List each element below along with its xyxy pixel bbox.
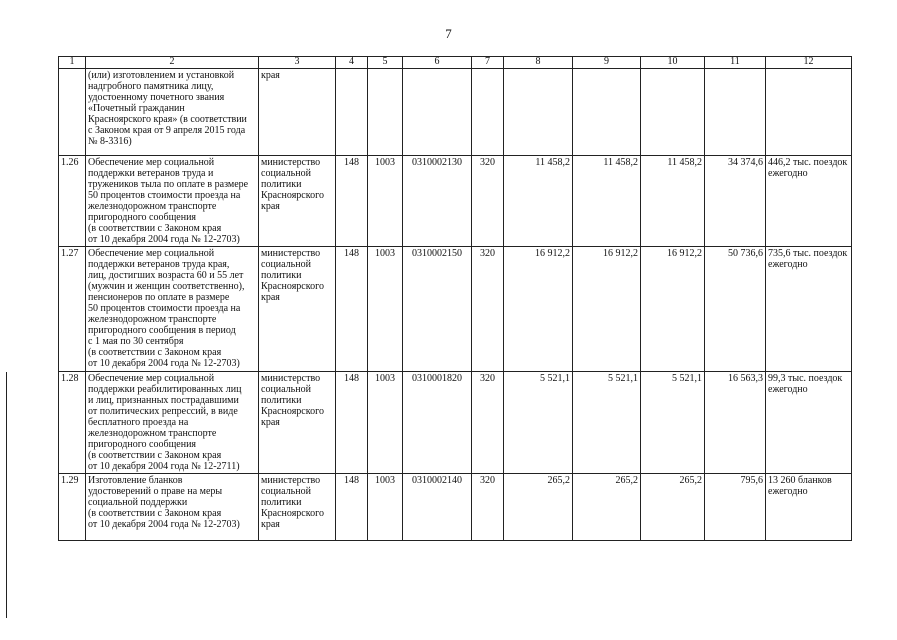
column-header: 2 <box>86 57 259 69</box>
row-number <box>59 69 86 156</box>
cell-col8: 16 912,2 <box>504 247 573 372</box>
executor: министерство социальной политики Красноярского края <box>259 372 336 474</box>
cell-col4: 148 <box>336 474 368 541</box>
cell-col11: 34 374,6 <box>705 156 766 247</box>
cell-col6: 0310002140 <box>403 474 472 541</box>
cell-col10 <box>641 69 705 156</box>
cell-col10: 5 521,1 <box>641 372 705 474</box>
cell-col5: 1003 <box>368 372 403 474</box>
row-number: 1.28 <box>59 372 86 474</box>
column-header: 11 <box>705 57 766 69</box>
cell-col11: 16 563,3 <box>705 372 766 474</box>
cell-col5: 1003 <box>368 474 403 541</box>
column-number-header-row <box>59 57 852 69</box>
cell-col6: 0310002130 <box>403 156 472 247</box>
cell-col8: 11 458,2 <box>504 156 573 247</box>
row-number: 1.27 <box>59 247 86 372</box>
margin-mark-line <box>6 372 7 472</box>
cell-col6: 0310001820 <box>403 372 472 474</box>
cell-col12: 446,2 тыс. поездок ежегодно <box>766 156 852 247</box>
cell-col11: 795,6 <box>705 474 766 541</box>
column-header: 5 <box>368 57 403 69</box>
cell-col10: 11 458,2 <box>641 156 705 247</box>
row-number: 1.29 <box>59 474 86 541</box>
measure-name: Обеспечение мер социальной поддержки ветеранов труда края, лиц, достигших возраста 60 и 55 лет (мужчин и женщин соответственно), пенсионеров по оплате в размере 50 процентов стоимости проезда на железнодорожном транспорте пригородного сообщения в период с 1 мая по 30 сентября (в соответствии с Законом края от 10 декабря 2004 года № 12-2703) <box>86 247 259 372</box>
table-row <box>59 69 852 156</box>
measure-name: Изготовление бланков удостоверений о праве на меры социальной поддержки (в соответствии с Законом края от 10 декабря 2004 года № 12-2703) <box>86 474 259 541</box>
cell-col5: 1003 <box>368 247 403 372</box>
cell-col8: 265,2 <box>504 474 573 541</box>
row-number: 1.26 <box>59 156 86 247</box>
cell-col9: 5 521,1 <box>573 372 641 474</box>
measure-name: Обеспечение мер социальной поддержки ветеранов труда и тружеников тыла по оплате в размере 50 процентов стоимости проезда на железнодорожном транспорте пригородного сообщения (в соответствии с Законом края от 10 декабря 2004 года № 12-2703) <box>86 156 259 247</box>
executor: министерство социальной политики Красноярского края <box>259 156 336 247</box>
cell-col12: 735,6 тыс. поездок ежегодно <box>766 247 852 372</box>
cell-col11: 50 736,6 <box>705 247 766 372</box>
cell-col6 <box>403 69 472 156</box>
cell-col7: 320 <box>472 372 504 474</box>
cell-col7: 320 <box>472 247 504 372</box>
page-number: 7 <box>445 26 452 41</box>
cell-col9: 16 912,2 <box>573 247 641 372</box>
executor: министерство социальной политики Красноярского края <box>259 474 336 541</box>
executor: края <box>259 69 336 156</box>
cell-col7: 320 <box>472 156 504 247</box>
cell-col12: 13 260 бланков ежегодно <box>766 474 852 541</box>
cell-col12 <box>766 69 852 156</box>
column-header: 10 <box>641 57 705 69</box>
cell-col7 <box>472 69 504 156</box>
measure-name: (или) изготовлением и установкой надгробного памятника лицу, удостоенному почетного звания «Почетный гражданин Красноярского края» (в соответствии с Законом края от 9 апреля 2015 года № 8-3316) <box>86 69 259 156</box>
cell-col11 <box>705 69 766 156</box>
cell-col4: 148 <box>336 156 368 247</box>
column-header: 7 <box>472 57 504 69</box>
table-row <box>59 247 852 372</box>
column-header: 3 <box>259 57 336 69</box>
cell-col9 <box>573 69 641 156</box>
column-header: 12 <box>766 57 852 69</box>
column-header: 4 <box>336 57 368 69</box>
executor: министерство социальной политики Красноярского края <box>259 247 336 372</box>
table-row <box>59 372 852 474</box>
cell-col10: 265,2 <box>641 474 705 541</box>
cell-col4: 148 <box>336 247 368 372</box>
measure-name: Обеспечение мер социальной поддержки реабилитированных лиц и лиц, признанных пострадавшими от политических репрессий, в виде бесплатного проезда на железнодорожном транспорте пригородного сообщения (в соответствии с Законом края от 10 декабря 2004 года № 12-2711) <box>86 372 259 474</box>
cell-col5 <box>368 69 403 156</box>
table-row <box>59 474 852 541</box>
cell-col7: 320 <box>472 474 504 541</box>
column-header: 1 <box>59 57 86 69</box>
column-header: 6 <box>403 57 472 69</box>
cell-col8: 5 521,1 <box>504 372 573 474</box>
table-row <box>59 156 852 247</box>
cell-col9: 265,2 <box>573 474 641 541</box>
margin-mark-line <box>6 470 7 618</box>
cell-col4 <box>336 69 368 156</box>
cell-col4: 148 <box>336 372 368 474</box>
cell-col10: 16 912,2 <box>641 247 705 372</box>
cell-col12: 99,3 тыс. поездок ежегодно <box>766 372 852 474</box>
cell-col5: 1003 <box>368 156 403 247</box>
cell-col6: 0310002150 <box>403 247 472 372</box>
column-header: 8 <box>504 57 573 69</box>
cell-col8 <box>504 69 573 156</box>
cell-col9: 11 458,2 <box>573 156 641 247</box>
column-header: 9 <box>573 57 641 69</box>
program-table <box>58 56 852 541</box>
